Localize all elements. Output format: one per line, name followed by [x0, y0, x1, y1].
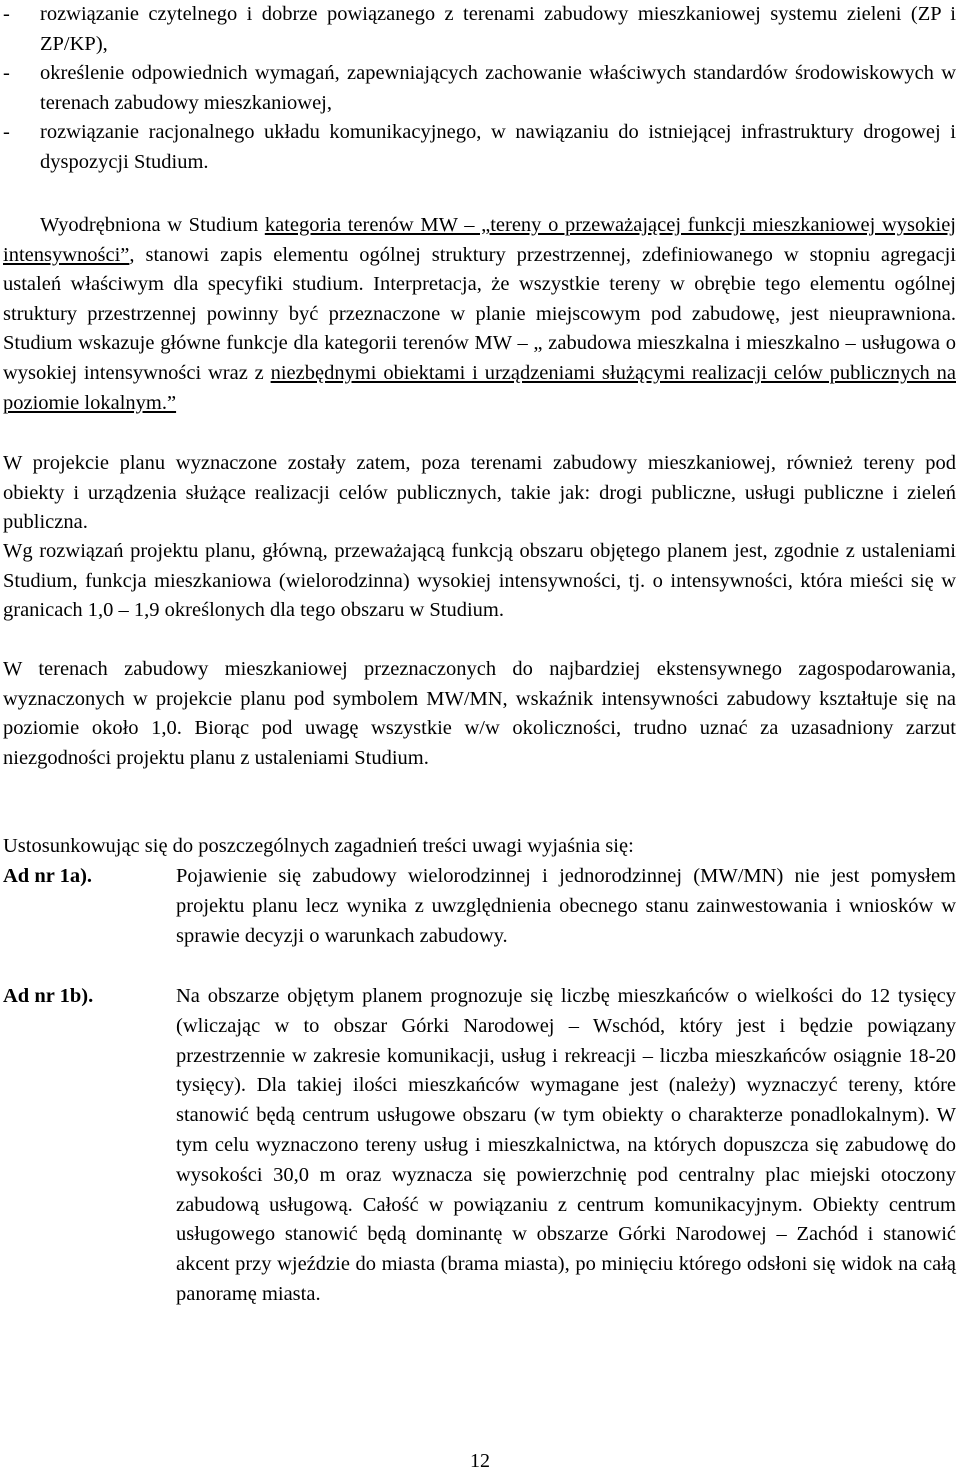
paragraph-text: Wyodrębniona w Studium — [40, 214, 265, 236]
paragraph-text: , stanowi zapis elementu ogólnej struktury przestrzennej, zdefiniowanego w stopniu agregacji ustaleń właściwym dla specyfiki studium. Interpretacja, że wszystkie tereny w obrębie tego elementu ogólnej struktury przestrzennej powinny być przeznaczone w planie miejscowym pod zabudowę, jest nieuprawniona. Studium wskazuje główne funkcje dla kategorii terenów MW – „ zabudowa mieszkalna i mieszkalno – usługowa o wysokiej intensywności wraz z — [3, 243, 956, 384]
section-intro: Ustosunkowując się do poszczególnych zagadnień treści uwagi wyjaśnia się: — [3, 835, 634, 857]
bullet-dash: - — [3, 121, 10, 143]
bullet-dash: - — [3, 3, 10, 25]
underlined-quote-category: kategoria terenów MW – „tereny o przeważającej funkcji mieszkaniowej wysokiej intensywności” — [3, 214, 956, 266]
ad-text: Na obszarze objętym planem prognozuje się liczbę mieszkańców o wielkości do 12 tysięcy (wliczając w to obszar Górki Narodowej – Wschód, który jest i będzie powiązany przestrzennie w zakresie komunikacji, usług i rekreacji – liczba mieszkańców osiągnie 18-20 tysięcy). Dla takiej ilości mieszkańców wymagane jest (należy) wyznaczyć tereny, które stanowić będą centrum usługowe obszaru (w tym obiekty o charakterze ponadlokalnym). W tym celu wyznaczono tereny usług i mieszkalnictwa, na których dopuszcza się zabudowę do wysokości 30,0 m oraz wyznacza się powierzchnię pod centralny plac miejski otoczony zabudową usługową. Całość w powiązaniu z centrum komunikacyjnym. Obiekty centrum usługowego stanowić będą dominantę w obszarze Górki Narodowej – Zachód i stanowić akcent przy wjeździe do miasta (brama miasta), po minięciu którego odsłoni się widok na całą panoramę miasta. — [176, 985, 956, 1305]
bullet-text: określenie odpowiednich wymagań, zapewniających zachowanie właściwych standardów środowiskowych w terenach zabudowy mieszkaniowej, — [40, 62, 956, 114]
bullet-text: rozwiązanie czytelnego i dobrze powiązanego z terenami zabudowy mieszkaniowej systemu zieleni (ZP i ZP/KP), — [40, 3, 956, 55]
page-number: 12 — [470, 1450, 490, 1472]
bullet-item — [0, 59, 956, 118]
ad-text: Pojawienie się zabudowy wielorodzinnej i jednorodzinnej (MW/MN) nie jest pomysłem projektu planu lecz wynika z uwzględnienia obecnego stanu zainwestowania i wniosków w sprawie decyzji o warunkach zabudowy. — [176, 865, 956, 947]
ad-label: Ad nr 1b). — [3, 985, 94, 1007]
bullet-item — [0, 118, 956, 177]
paragraph-rozwiazania: Wg rozwiązań projektu planu, główną, przeważającą funkcją obszaru objętego planem jest, zgodnie z ustaleniami Studium, funkcja mieszkaniowa (wielorodzinna) wysokiej intensywności, tj. o intensywności, która mieści się w granicach 1,0 – 1,9 określonych dla tego obszaru w Studium. — [3, 540, 956, 622]
paragraph-studium-interpretation — [3, 211, 956, 418]
ad-item — [3, 982, 956, 1310]
bullet-item — [0, 0, 956, 59]
paragraph-projekt-planu: W projekcie planu wyznaczone zostały zatem, poza terenami zabudowy mieszkaniowej, również tereny pod obiekty i urządzenia służące realizacji celów publicznych, takie jak: drogi publiczne, usługi publiczne i zieleń publiczna. — [3, 452, 956, 534]
underlined-quote-objects: niezbędnymi obiektami i urządzeniami służącymi realizacji celów publicznych na poziomie lokalnym.” — [3, 361, 956, 414]
paragraph-tereny-mw-mn: W terenach zabudowy mieszkaniowej przeznaczonych do najbardziej ekstensywnego zagospodarowania, wyznaczonych w projekcie planu pod symbolem MW/MN, wskaźnik intensywności zabudowy kształtuje się na poziomie około 1,0. Biorąc pod uwagę wszystkie w/w okoliczności, trudno uznać za uzasadniony zarzut niezgodności projektu planu z ustaleniami Studium. — [3, 658, 956, 769]
bullet-dash: - — [3, 62, 10, 84]
bullet-text: rozwiązanie racjonalnego układu komunikacyjnego, w nawiązaniu do istniejącej infrastruktury drogowej i dyspozycji Studium. — [40, 121, 956, 173]
ad-label: Ad nr 1a). — [3, 865, 93, 887]
ad-item — [3, 862, 956, 951]
